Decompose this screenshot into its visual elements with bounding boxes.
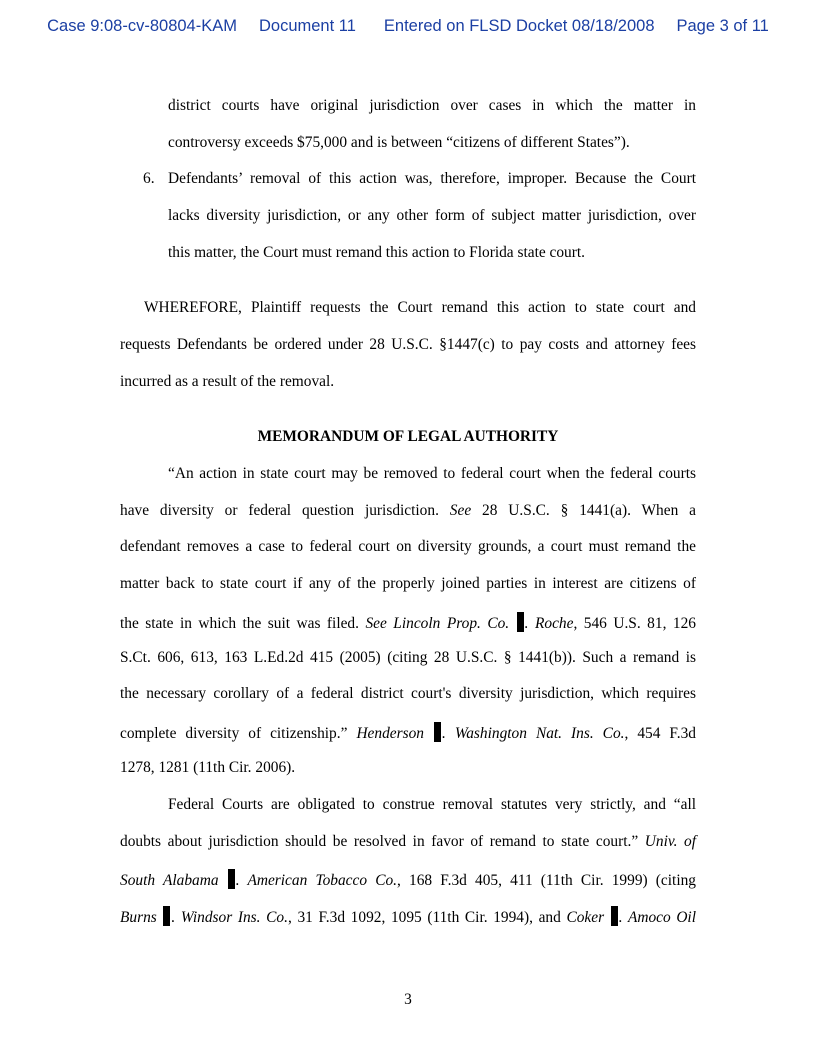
text-line: WHEREFORE, Plaintiff requests the Court remand this action to state court and xyxy=(144,299,696,316)
text-line: matter back to state court if any of the properly joined parties in interest are citizens of xyxy=(120,575,696,592)
text-line: Burns . Windsor Ins. Co., 31 F.3d 1092, 1095 (11th Cir. 1994), and Coker . Amoco Oil xyxy=(120,906,696,927)
text-line: this matter, the Court must remand this action to Florida state court. xyxy=(168,244,585,261)
case-number: Case 9:08-cv-80804-KAM xyxy=(47,17,237,35)
docket-header xyxy=(0,17,816,36)
document-number: Document 11 xyxy=(258,17,356,35)
text-line: Federal Courts are obligated to construe removal statutes very strictly, and “all xyxy=(168,796,696,813)
text-line: the state in which the suit was filed. See Lincoln Prop. Co. . Roche, 546 U.S. 81, 126 xyxy=(120,612,696,633)
text-line: controversy exceeds $75,000 and is between “citizens of different States”). xyxy=(168,134,630,151)
text-line: lacks diversity jurisdiction, or any other form of subject matter jurisdiction, over xyxy=(168,207,696,224)
page-number: 3 xyxy=(404,991,412,1008)
redaction-mark xyxy=(611,906,618,926)
text-line: defendant removes a case to federal court on diversity grounds, a court must remand the xyxy=(120,538,696,555)
redaction-mark xyxy=(163,906,170,926)
redaction-mark xyxy=(434,722,441,742)
text-line: South Alabama . American Tobacco Co., 168 F.3d 405, 411 (11th Cir. 1999) (citing xyxy=(120,869,696,890)
docket-entry-date: Entered on FLSD Docket 08/18/2008 xyxy=(383,17,655,35)
text-line: have diversity or federal question jurisdiction. See 28 U.S.C. § 1441(a). When a xyxy=(120,502,696,519)
text-line: the necessary corollary of a federal district court's diversity jurisdiction, which requires xyxy=(120,685,696,702)
text-line: requests Defendants be ordered under 28 U.S.C. §1447(c) to pay costs and attorney fees xyxy=(120,336,696,353)
text-line: 1278, 1281 (11th Cir. 2006). xyxy=(120,759,296,776)
redaction-mark xyxy=(517,612,524,632)
text-line: Defendants’ removal of this action was, therefore, improper. Because the Court xyxy=(168,170,696,187)
text-line: incurred as a result of the removal. xyxy=(120,373,335,390)
redaction-mark xyxy=(228,869,235,889)
page-indicator: Page 3 of 11 xyxy=(676,17,769,35)
text-line: district courts have original jurisdiction over cases in which the matter in xyxy=(168,97,696,114)
text-line: “An action in state court may be removed to federal court when the federal courts xyxy=(168,465,696,482)
text-line: S.Ct. 606, 613, 163 L.Ed.2d 415 (2005) (citing 28 U.S.C. § 1441(b)). Such a remand is xyxy=(120,649,696,666)
text-line: doubts about jurisdiction should be resolved in favor of remand to state court.” Univ. of xyxy=(120,833,696,850)
text-line: complete diversity of citizenship.” Henderson . Washington Nat. Ins. Co., 454 F.3d xyxy=(120,722,696,743)
list-number: 6. xyxy=(143,170,155,187)
section-heading: MEMORANDUM OF LEGAL AUTHORITY xyxy=(257,428,559,445)
